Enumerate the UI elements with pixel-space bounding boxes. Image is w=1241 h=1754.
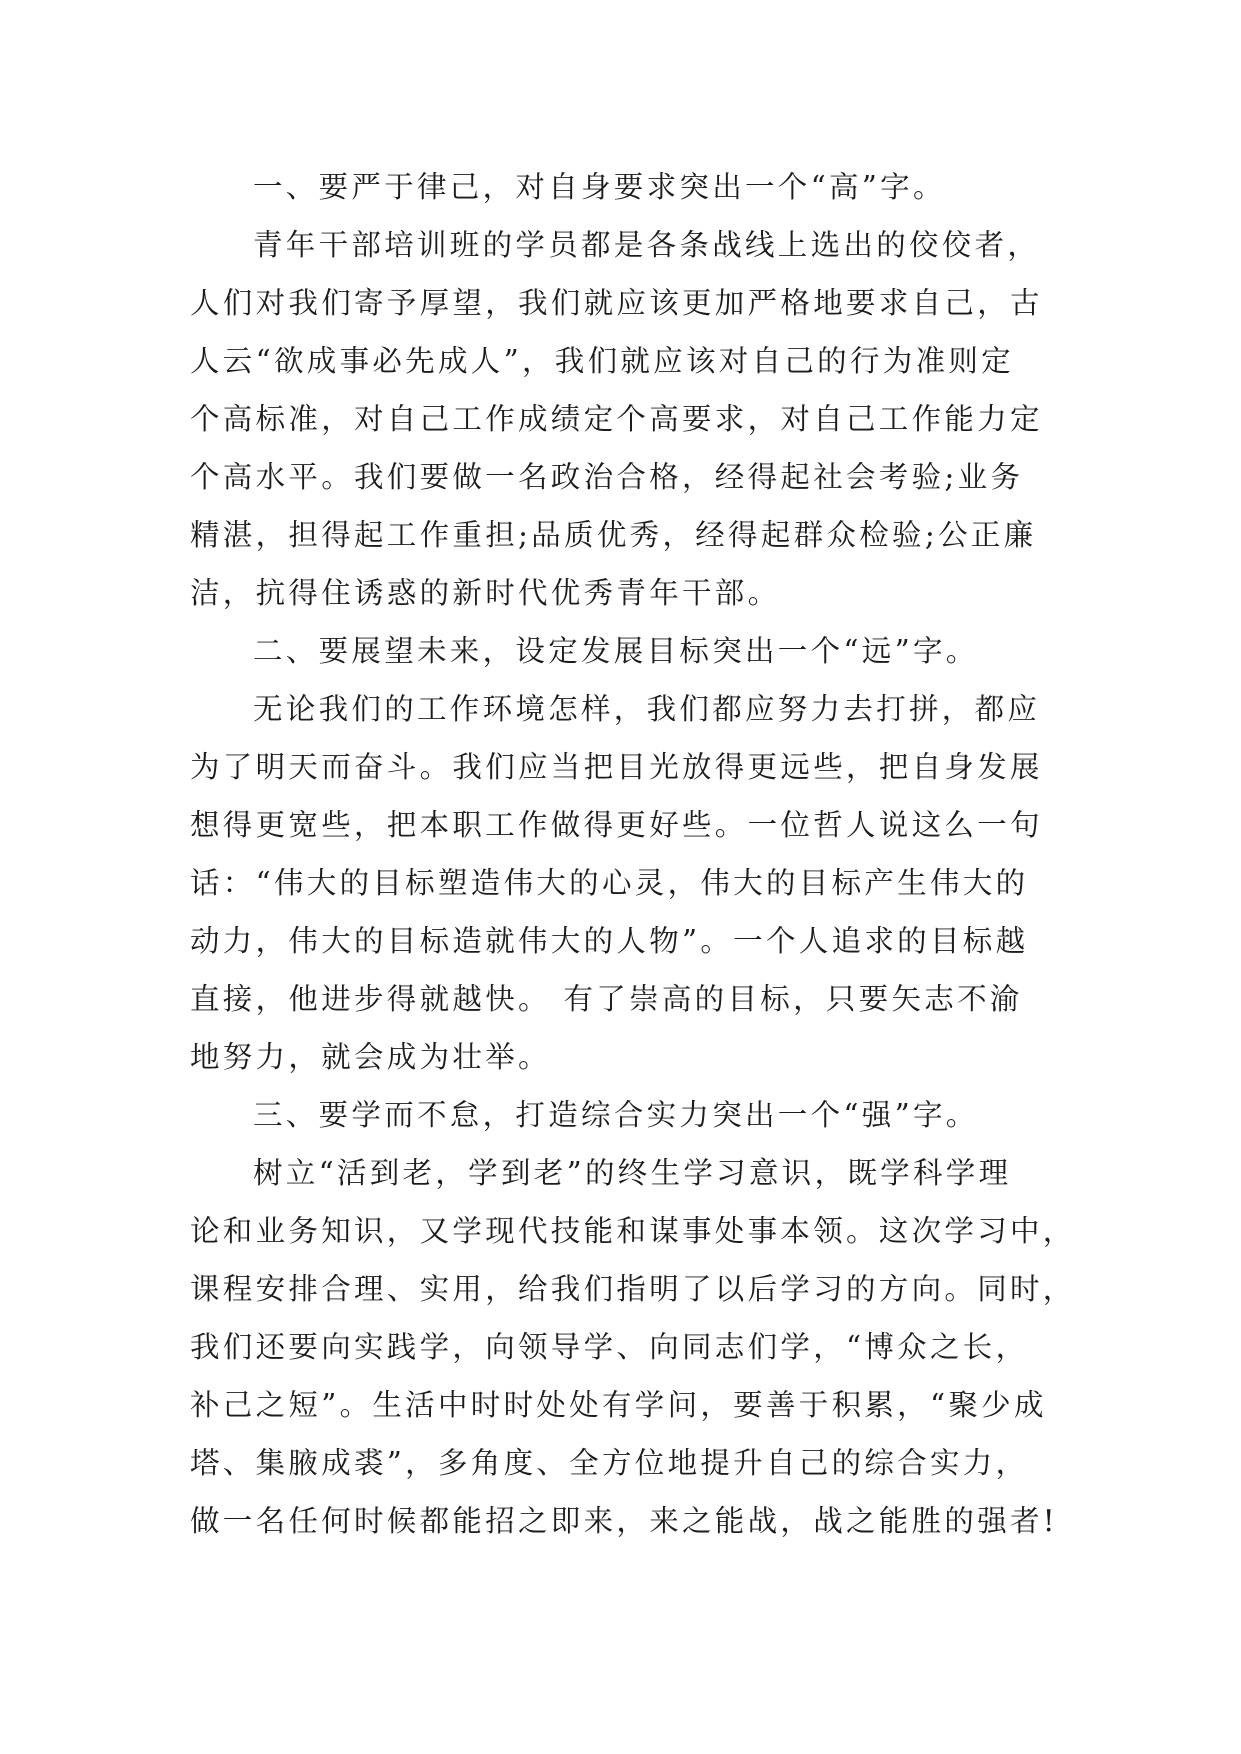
paragraph-line: 青年干部培训班的学员都是各条战线上选出的佼佼者， <box>253 228 1041 262</box>
paragraph-line: 个高水平。我们要做一名政治合格，经得起社会考验;业务 <box>190 460 1024 494</box>
paragraph-line: 树立“活到老，学到老”的终生学习意识，既学科学理 <box>253 1156 1012 1190</box>
paragraph-line: 洁，抗得住诱惑的新时代优秀青年干部。 <box>190 576 781 610</box>
document-body <box>190 158 1076 1550</box>
paragraph-line: 为了明天而奋斗。我们应当把目光放得更远些，把自身发展 <box>190 750 1043 784</box>
paragraph-line: 我们还要向实践学，向领导学、向同志们学，“博众之长， <box>190 1330 1029 1364</box>
paragraph-line: 人云“欲成事必先成人”，我们就应该对自己的行为准则定 <box>190 344 1014 378</box>
section-heading-3: 三、要学而不怠，打造综合实力突出一个“强”字。 <box>253 1098 979 1132</box>
paragraph-line: 补己之短”。生活中时时处处有学问，要善于积累，“聚少成 <box>190 1388 1047 1422</box>
paragraph-line: 做一名任何时候都能招之即来，来之能战，战之能胜的强者! <box>190 1504 1058 1538</box>
paragraph-line: 精湛，担得起工作重担;品质优秀，经得起群众检验;公正廉 <box>190 518 1037 552</box>
paragraph-line: 课程安排合理、实用，给我们指明了以后学习的方向。同时， <box>190 1272 1076 1306</box>
paragraph-line: 人们对我们寄予厚望，我们就应该更加严格地要求自己，古 <box>190 286 1043 320</box>
paragraph-line: 无论我们的工作环境怎样，我们都应努力去打拼，都应 <box>253 692 1041 726</box>
paragraph-line: 直接，他进步得就越快。 有了崇高的目标，只要矢志不渝 <box>190 982 1023 1016</box>
section-heading-2: 二、要展望未来，设定发展目标突出一个“远”字。 <box>253 634 979 668</box>
paragraph-line: 塔、集腋成裘”，多角度、全方位地提升自己的综合实力， <box>190 1446 1029 1480</box>
paragraph-line: 话：“伟大的目标塑造伟大的心灵，伟大的目标产生伟大的 <box>190 866 1029 900</box>
section-heading-1: 一、要严于律己，对自身要求突出一个“高”字。 <box>253 170 946 204</box>
paragraph-line: 动力，伟大的目标造就伟大的人物”。一个人追求的目标越 <box>190 924 1029 958</box>
paragraph-line: 个高标准，对自己工作成绩定个高要求，对自己工作能力定 <box>190 402 1043 436</box>
paragraph-line: 想得更宽些，把本职工作做得更好些。一位哲人说这么一句 <box>190 808 1043 842</box>
paragraph-line: 论和业务知识，又学现代技能和谋事处事本领。这次学习中， <box>190 1214 1076 1248</box>
paragraph-line: 地努力，就会成为壮举。 <box>190 1040 551 1074</box>
